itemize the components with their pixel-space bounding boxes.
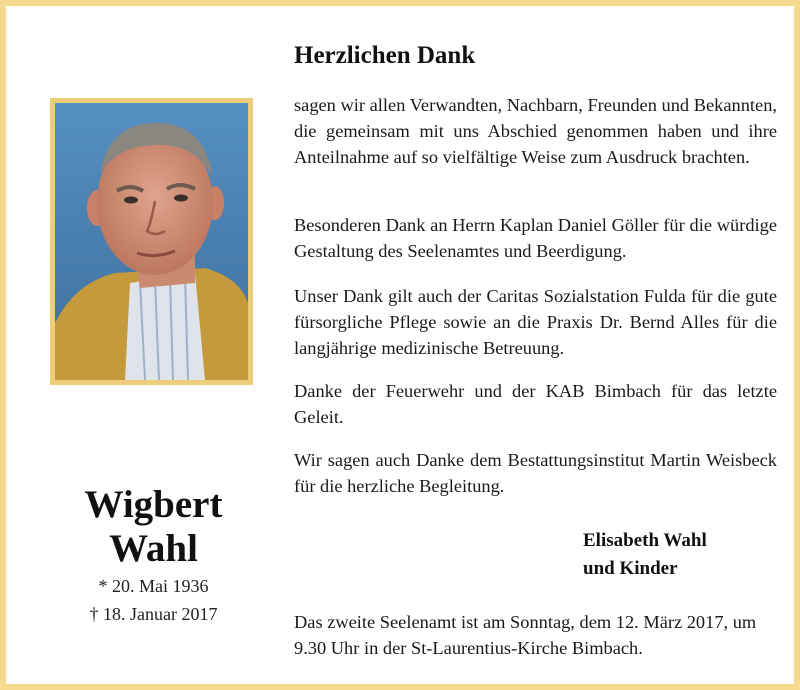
heading-title: Herzlichen Dank [294, 42, 476, 69]
death-date: † 18. Januar 2017 [89, 604, 218, 624]
deceased-last-name: Wahl [109, 527, 198, 570]
portrait-photo [50, 98, 253, 385]
memorial-notice: Das zweite Seelenamt ist am Sonntag, dem 12. März 2017, um 9.30 Uhr in der St-Laurentius-Kirche Bimbach. [294, 612, 757, 658]
thanks-paragraph: Danke der Feuerwehr und der KAB Bimbach für das letzte Geleit. [294, 381, 777, 427]
birth-date: * 20. Mai 1936 [98, 576, 209, 596]
thanks-paragraph: Wir sagen auch Danke dem Bestattungsinstitut Martin Weisbeck für die herzliche Begleitung. [294, 450, 777, 496]
signature [583, 527, 707, 583]
signature-line-1: Elisabeth Wahl [583, 530, 707, 551]
signature-line-2: und Kinder [583, 558, 678, 579]
thanks-paragraph: Besonderen Dank an Herrn Kaplan Daniel Göller für die würdige Gestaltung des Seelenamtes und Beerdigung. [294, 215, 777, 261]
thanks-paragraph: Unser Dank gilt auch der Caritas Sozialstation Fulda für die gute fürsorgliche Pflege sowie an die Praxis Dr. Bernd Alles für die langjährige medizinische Betreuung. [294, 286, 777, 358]
thanks-paragraph: sagen wir allen Verwandten, Nachbarn, Freunden und Bekannten, die gemeinsam mit uns Abschied genommen haben und ihre Anteilnahme auf so vielfältige Weise zum Ausdruck brachten. [294, 95, 777, 167]
deceased-first-name: Wigbert [84, 483, 223, 526]
